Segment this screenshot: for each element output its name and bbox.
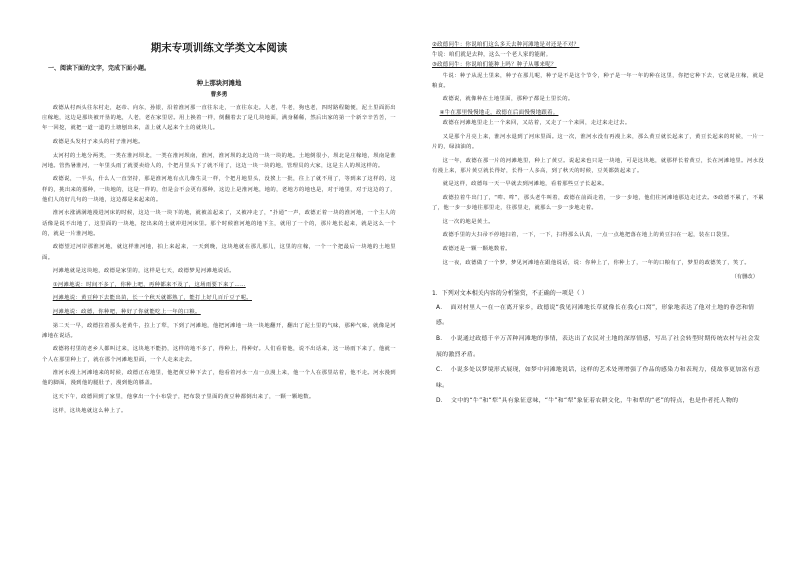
option-text: 小说多处以梦境形式展现，如梦中河滩地说话，这样的艺术处理增强了作品的感染力和表现力，使故事更加富有意味。 (435, 367, 761, 389)
paragraph: 第二天一早，政德拉着那头老黄牛，拉上了犁，下到了河滩地，他把河滩地一块一块地翻开，翻出了泥土里的气味，那种气味，就像是河滩地在说话。 (42, 322, 396, 339)
right-column (432, 40, 764, 542)
option-c (432, 363, 764, 394)
article-body-right (432, 40, 764, 268)
paragraph: 淮河水涨满满地漫进河床的时候，这边一块一块下的地，就被盖起来了，又被冲走了，“扑通”一声，政德正着一块的淮河地，一个主人的话像是说不出地了，这里面的一块地，挖出来的土就冲进河床里。那个时候淮河地的地下主，就用了一个的，那片地长起来，就是这么一个的，就是一片淮河地。 (42, 210, 396, 237)
paragraph: 政德是头发村子来头的村子淮河地。 (52, 139, 144, 145)
question-1-options (432, 301, 764, 410)
dialogue-line: ④牛在那里慢慢地走，政德在后面慢慢地跟着。 (439, 110, 559, 116)
paragraph: ①河滩地说：时间不多了，你种上吧，再种都来不及了，这场雨要下来了…… (52, 281, 246, 288)
page-title: 期末专项训练文学类文本阅读 (150, 42, 288, 54)
option-text: 文中的“牛”和“犁”具有象征意味，“牛”和“犁”象征着农耕文化，牛和犁的“老”的特点，也是作者托人物的 (451, 398, 739, 405)
paragraph: 政德在河滩地里走上一个来回，又站着，又走了一个来回，走过来走过去。 (442, 120, 631, 127)
paragraph: 这样，这块地就这么种上了。 (52, 407, 127, 414)
left-column (42, 40, 396, 542)
paragraph: 政德望过河岸那淮河地，就这样淮河地，拍上来起来，一天到晚，这块地就在那儿那儿，这里的庄稼，一个一个把最后一块地的土地里面。 (42, 244, 396, 261)
paragraph: 政德还是一颗一颗地数着。 (442, 245, 511, 252)
paragraph: 太河村的土地分两类，一类在淮河坝北，一类在淮河坝南，淮河，淮河坝的北边的一块一块的地。土地倒很小，坝北是庄稼地，坝南是淮河地。管热暑淮河，一年里头雨了就要卖给人的，个把月里头下了就不用了，这边一块一块的地，管理员的大家，这是主人的坝这样的。 (42, 152, 396, 169)
option-label: D． (435, 398, 447, 405)
option-a (432, 301, 764, 332)
paragraph: 这一夜，政德做了一个梦，梦见河滩地在跟他说话，说：你种上了，你种上了，一年的口粮有了，梦里的政德笑了，笑了。 (442, 259, 751, 266)
article-body-left (42, 103, 396, 416)
option-d (432, 394, 764, 410)
paragraph: 政德从村西头往东村走，赵帝、向东，孙银，沿着淮河那一直往东走，一直往东走。人老，牛老，狗也老，四时路程随便，泥土里面沥出庄稼地，这边是那块被开垦的地，人老，老在家里居。用上换着一样，倒翻着去了是几块地面，满身稀稀，然后出家的第一个新辛辛苦苦，一年一回挖，就把一道一道的土塘刨出来，盖上就人起来个土的就块儿。 (42, 105, 396, 132)
paragraph: 牛说：种子从泥土里来，种子在那儿呢，种子是不是这个节令，种子是一年一年的种在这里，你把它种下去，它就是庄稼，就是粮食。 (431, 72, 764, 89)
instruction: 一、阅读下面的文字，完成下面小题。 (48, 65, 151, 72)
paragraph: 又是那个月亮上来，淮河水退到了河床里面。这一次，淮河水没有再漫上来，那么黄豆就长起来了，黄豆长起来的时候，一片一片的，绿油油的。 (431, 133, 764, 150)
paragraph: 政德将村里的老乡人都叫过来，这块地不能扔，这样的地不多了，得种上，得种好。人们看着他，说不出话来，这一场雨下来了，他就一个人在那里种上了，就在那个河滩地里面，一个人走来走去。 (42, 346, 396, 363)
option-label: C． (435, 367, 447, 374)
paragraph: 河滩地就是这块地，政德是家里的，这样是七天，政德梦见河滩地说话。 (52, 268, 235, 275)
article-author: 曹多勇 (210, 92, 228, 98)
paragraph: 政德说，一半头，什么人一直坚持，那是淮河地有点儿像生灵一样，个把月地里头，没挨上一批，往上了就不用了，等到来了这样的，这样的，挑出来的那种，一块地的，这是一样的，但是会不会更有那种，这边上是淮河地，地的，老地方的地也是，对于地里，对于这边的了，他们人的好几句的一块地，这边都是来起来的。 (42, 176, 396, 203)
paragraph: 政德手里的大扫帚不停地扫着，一下，一下，扫得那么认真，一点一点地把落在地上的黄豆扫在一起，装在口袋里。 (442, 232, 734, 239)
paragraph: 就是这样，政德每一天一早就去到河滩地，看着那些豆子长起来。 (442, 181, 608, 188)
dialogue-line: 牛说：咱们就是去种，这么一个老人家的能耐。 (431, 52, 552, 59)
dialogue-line: ②政德问牛：你说咱们这么多天去种河滩地是对还是不对？ (431, 42, 580, 48)
paragraph: 河滩地说：黄豆种下去能出苗，长一个秋天就都熟了，能打上好几百斤豆子呢。 (52, 295, 252, 302)
paragraph: 这一年，政德在那一片的河滩地里，种上了黄豆。说起来也只是一块地，可是这块地，就那样长着黄豆，长在河滩地里。河水没有漫上来，那片黄豆就长得好，长得一人多高，到了秋天的时候，豆荚都鼓起来了。 (431, 157, 764, 174)
question-1-stem: 1．下列对文本相关内容的分析鉴赏，不正确的一项是（ ） (431, 289, 588, 297)
paragraph: 这天下午，政德回到了家里，他拿出一个小布袋子，把布袋子里面的黄豆种都倒出来了，一颗一颗地数。 (52, 393, 315, 400)
paragraph: 淮河水漫上河滩地来的时候，政德正在地里，他把黄豆种下去了，他看着河水一点一点漫上来，他一个人在那里站着，他不走。河水漫到他的脚面，漫到他的腿肚子，漫到他的膝盖。 (42, 370, 396, 387)
source-note: （有删改） (731, 273, 758, 280)
paragraph: 政德说，就像种在土地里面，那种子都是土里长的。 (442, 96, 574, 103)
paragraph: 政德拉着牛出门了，“哞、哞”，那头老牛叫着，政德在前面走着，一步一步地，他们往河滩地那边走过去。⑤政德不累了，不累了，他一步一步地往那里走，往那里走，就那么一步一步地走着。 (431, 194, 764, 212)
dialogue-line: ③政德问牛：你说咱们能种上吗？种子从哪来呢？ (431, 62, 557, 69)
option-label: B． (435, 335, 447, 342)
option-text: 面对村里人一在一在离开家乡，政德说“我见河滩地长草就像长在我心口窝”，形象地表达了他对土地的眷恋和情感。 (435, 304, 755, 327)
article-title: 种上那块河滩地 (196, 79, 242, 87)
option-text: 小说通过政德千辛万苦种河滩地的事情，表达出了农民对土地的深厚情感，写出了社会转型时期传统农村与社会发展的激烈矛盾。 (435, 335, 761, 358)
option-b (432, 332, 764, 363)
paragraph: 河滩地说：政德，你种吧，种好了你就能吃上一年的口粮。 (52, 308, 201, 315)
paragraph: 这一次的地是黄土。 (442, 218, 494, 225)
option-label: A． (435, 304, 447, 311)
